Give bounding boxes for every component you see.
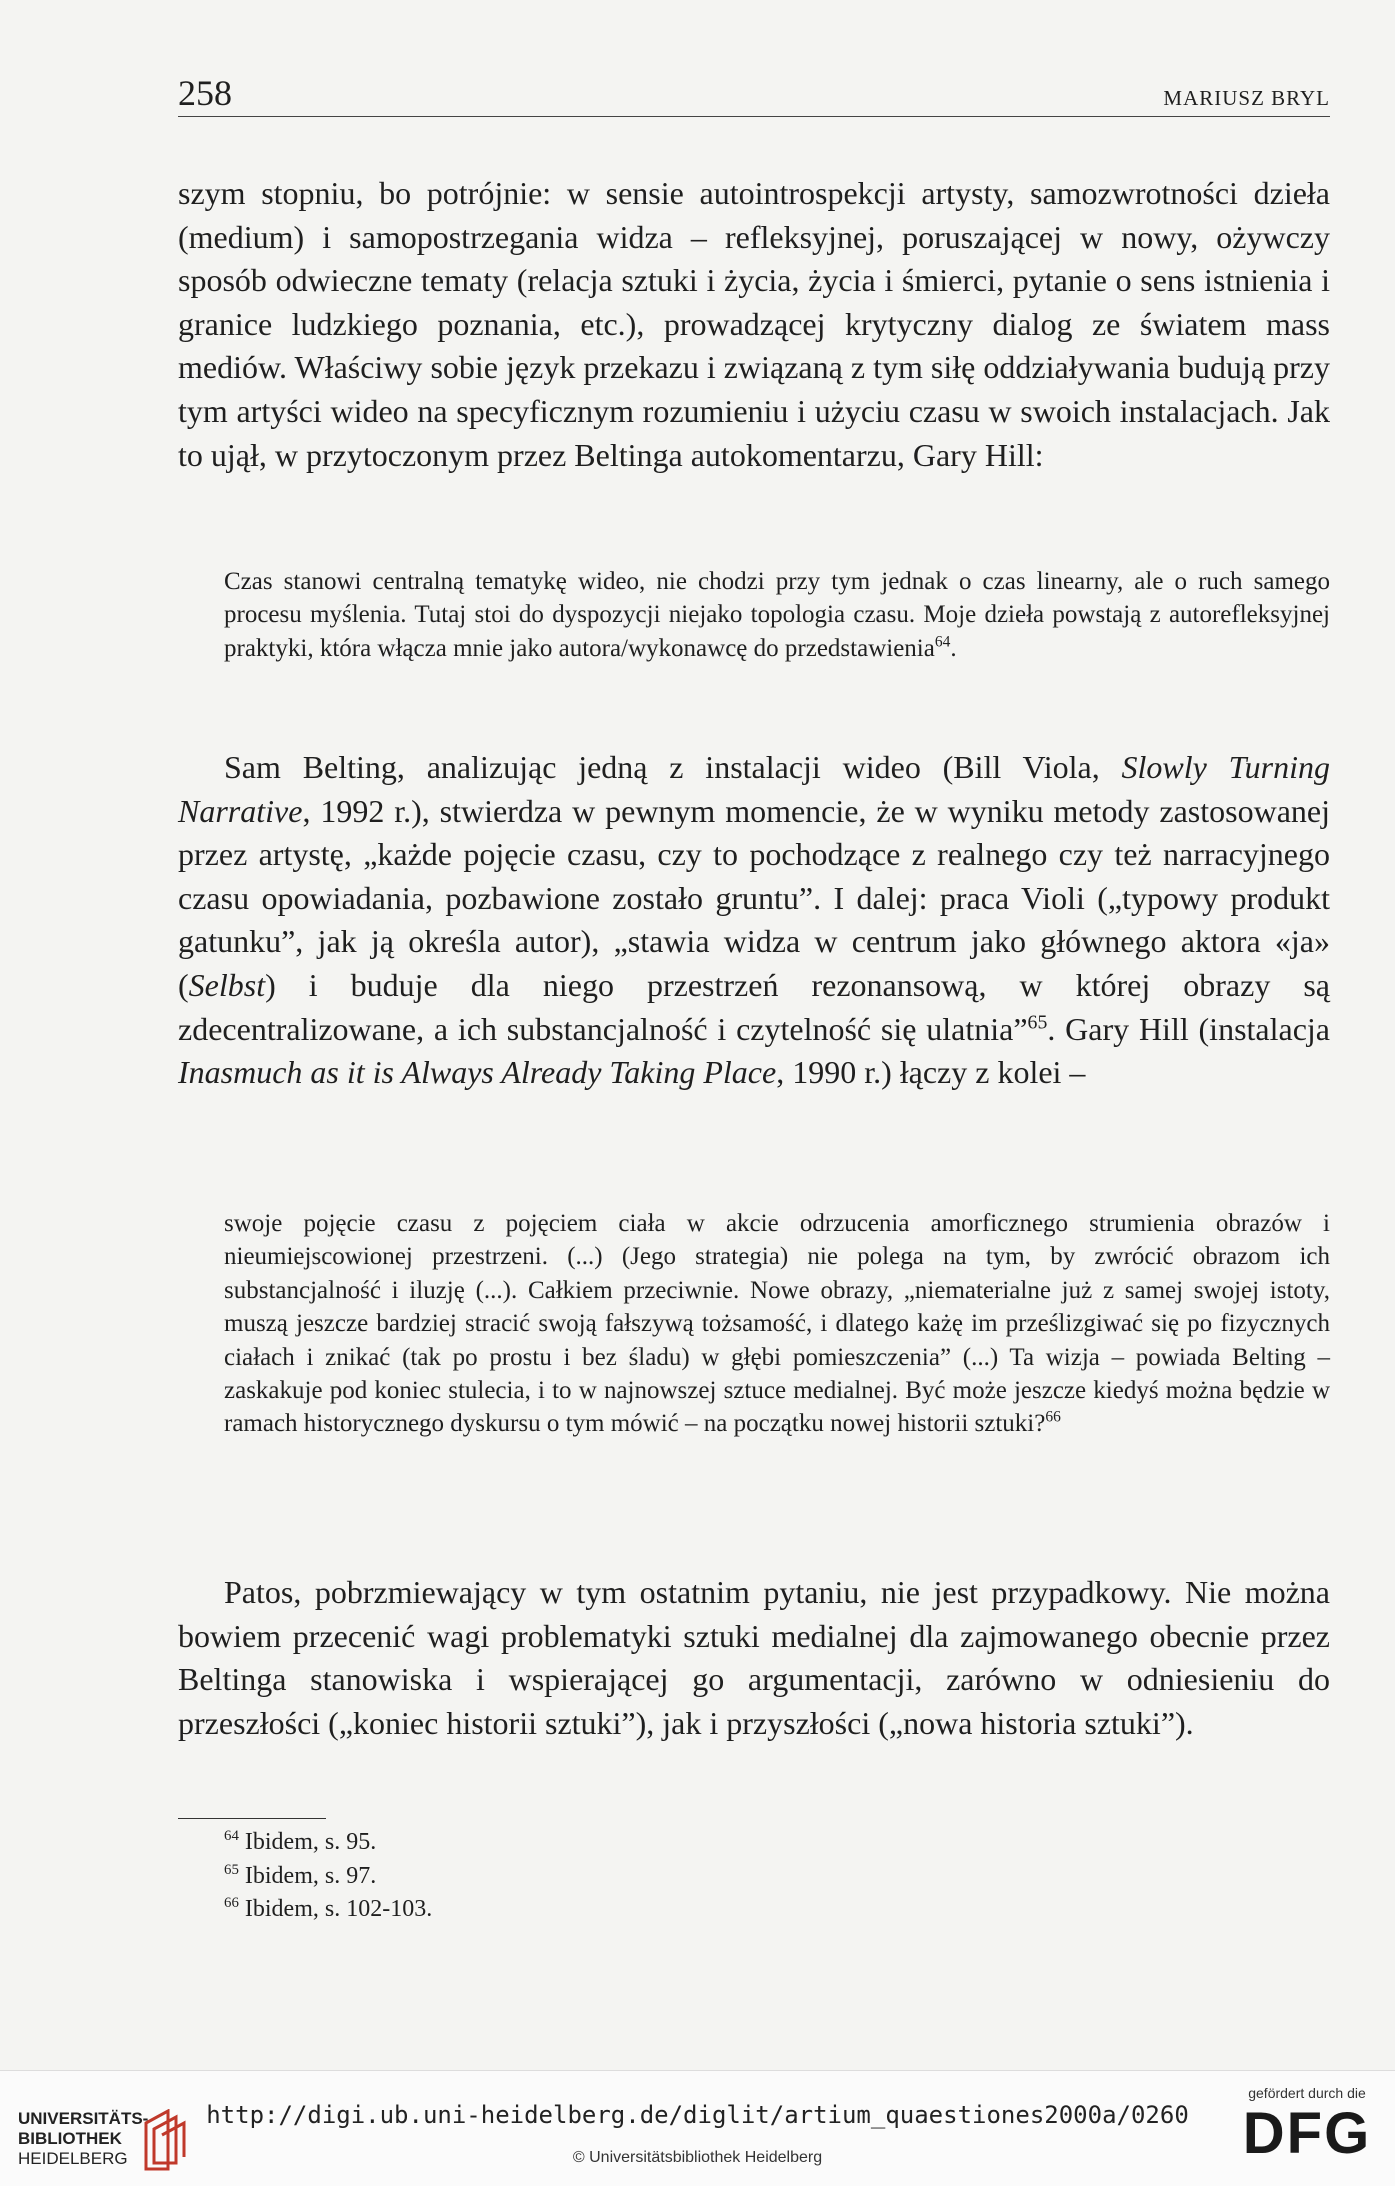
footnote-text: Ibidem, s. 95. bbox=[244, 1829, 377, 1855]
page-header bbox=[178, 72, 1330, 117]
term-selbst: Selbst bbox=[188, 966, 266, 1003]
paragraph-1: szym stopniu, bo potrójnie: w sensie autointrospekcji artysty, samozwrotności dzieła (medium) i samopostrzegania widza – refleksyjnej, poruszającej w nowy, ożywczy sposób odwieczne tematy (relacja sztuki i życia, życia i śmierci, pytanie o sens istnienia i granice ludzkiego poznania, etc.), prowadzącej krytyczny dialog ze światem mass mediów. Właściwy sobie język przekazu i związaną z tym siłę oddziaływania budują przy tym artyści wideo na specyficznym rozumieniu i użyciu czasu w swoich instalacjach. Jak to ujął, w przytoczonym przez Beltinga autokomentarzu, Gary Hill: bbox=[178, 175, 1330, 473]
quote-1-end: . bbox=[950, 634, 957, 662]
footnote-text: Ibidem, s. 97. bbox=[244, 1862, 377, 1889]
footnote-number: 64 bbox=[224, 1828, 239, 1844]
work-title-slowly-turning: Slowly Turning Narrative bbox=[178, 749, 1331, 829]
block-quote-1 bbox=[224, 565, 1330, 665]
library-line-3: HEIDELBERG bbox=[18, 2149, 128, 2168]
page-number: 258 bbox=[178, 73, 232, 113]
permalink-url[interactable]: http://digi.ub.uni-heidelberg.de/diglit/artium_quaestiones2000a/0260 bbox=[206, 2101, 1189, 2129]
p2-part-c: ) i buduje dla niego przestrzeń rezonansową, w której obrazy są zdecentralizowane, a ich substancjalność i czytelność się ulatnia” bbox=[178, 966, 1330, 1047]
footnotes bbox=[224, 1826, 924, 1927]
footnote-item bbox=[224, 1893, 924, 1927]
quote-1-text: Czas stanowi centralną tematykę wideo, nie chodzi przy tym jednak o czas linearny, ale o ruch samego procesu myślenia. Tutaj stoi do dyspozycji niejako topologia czasu. Moje dzieła powstają z autorefleksyjnej praktyki, która włącza mnie jako autora/wykonawcę do przedstawienia bbox=[224, 568, 1330, 662]
work-title-inasmuch: Inasmuch as it is Always Already Taking Place bbox=[178, 1054, 777, 1091]
digitization-footer bbox=[0, 2070, 1395, 2186]
library-line-1: UNIVERSITÄTS- bbox=[18, 2109, 149, 2128]
footnote-number: 65 bbox=[224, 1861, 239, 1878]
paragraph-3: Patos, pobrzmiewający w tym ostatnim pytaniu, nie jest przypadkowy. Nie można bowiem przecenić wagi problematyki sztuki medialnej dla zajmowanego obecnie przez Beltinga stanowiska i wspierającej go argumentacji, zarówno w odniesieniu do przeszłości („koniec historii sztuki”), jak i przyszłości („nowa historia sztuki”). bbox=[178, 1574, 1330, 1741]
library-line-2: BIBLIOTHEK bbox=[18, 2129, 122, 2148]
footnote-item bbox=[224, 1860, 924, 1894]
p2-part-b: , 1992 r.), stwierdza w pewnym momencie, że w wyniku metody zastosowanej przez artystę, „każde pojęcie czasu, czy to pochodzące z realnego czy też narracyjnego czasu opowiadania, pozbawione zostało gruntu”. I dalej: praca Violi („typowy produkt gatunku”, jak ją określa autor), „stawia widza w centrum jako głównego aktora «ja» ( bbox=[178, 792, 1330, 1003]
footnote-text: Ibidem, s. 102-103. bbox=[244, 1896, 433, 1922]
running-head: MARIUSZ BRYL bbox=[1163, 86, 1330, 110]
footnote-ref-65[interactable]: 65 bbox=[1027, 1010, 1048, 1033]
paragraph-2 bbox=[178, 746, 1330, 1095]
copyright-notice: © Universitätsbibliothek Heidelberg bbox=[572, 2149, 823, 2166]
dfg-logo: DFG bbox=[1242, 2101, 1372, 2166]
footnote-number: 66 bbox=[224, 1895, 239, 1911]
quote-2-text: swoje pojęcie czasu z pojęciem ciała w akcie odrzucenia amorficznego strumienia obrazów i nieumiejscowionej przestrzeni. (...) (Jego strategia) nie polega na tym, by zwrócić obrazom ich substancjalność i iluzję (...). Całkiem przeciwnie. Nowe obrazy, „niematerialne już z samej swojej istoty, muszą jeszcze bardziej stracić swoją fałszywą tożsamość, i dlatego każę im prześlizgiwać się po fizycznych ciałach i znikać (tak po prostu i bez śladu) w głębi pomieszczenia” (...) Ta wizja – powiada Belting – zaskakuje pod koniec stulecia, i to w najnowszej sztuce medialnej. Być może jeszcze kiedyś można będzie w ramach historycznego dyskursu o tym mówić – na początku nowej historii sztuki? bbox=[224, 1210, 1330, 1438]
block-quote-2 bbox=[224, 1207, 1330, 1441]
footnote-ref-64[interactable]: 64 bbox=[934, 633, 951, 651]
funder-caption: gefördert durch die bbox=[1248, 2085, 1366, 2101]
footnote-rule bbox=[178, 1818, 326, 1819]
footnote-ref-66[interactable]: 66 bbox=[1045, 1409, 1061, 1427]
footnote-item bbox=[224, 1826, 924, 1860]
funder-brand[interactable] bbox=[1232, 2085, 1382, 2166]
p2-part-d: . Gary Hill (instalacja bbox=[1047, 1010, 1330, 1047]
p2-part-a: Sam Belting, analizując jedną z instalacji wideo (Bill Viola, bbox=[224, 749, 1122, 785]
p2-part-e: , 1990 r.) łączy z kolei – bbox=[776, 1054, 1086, 1091]
